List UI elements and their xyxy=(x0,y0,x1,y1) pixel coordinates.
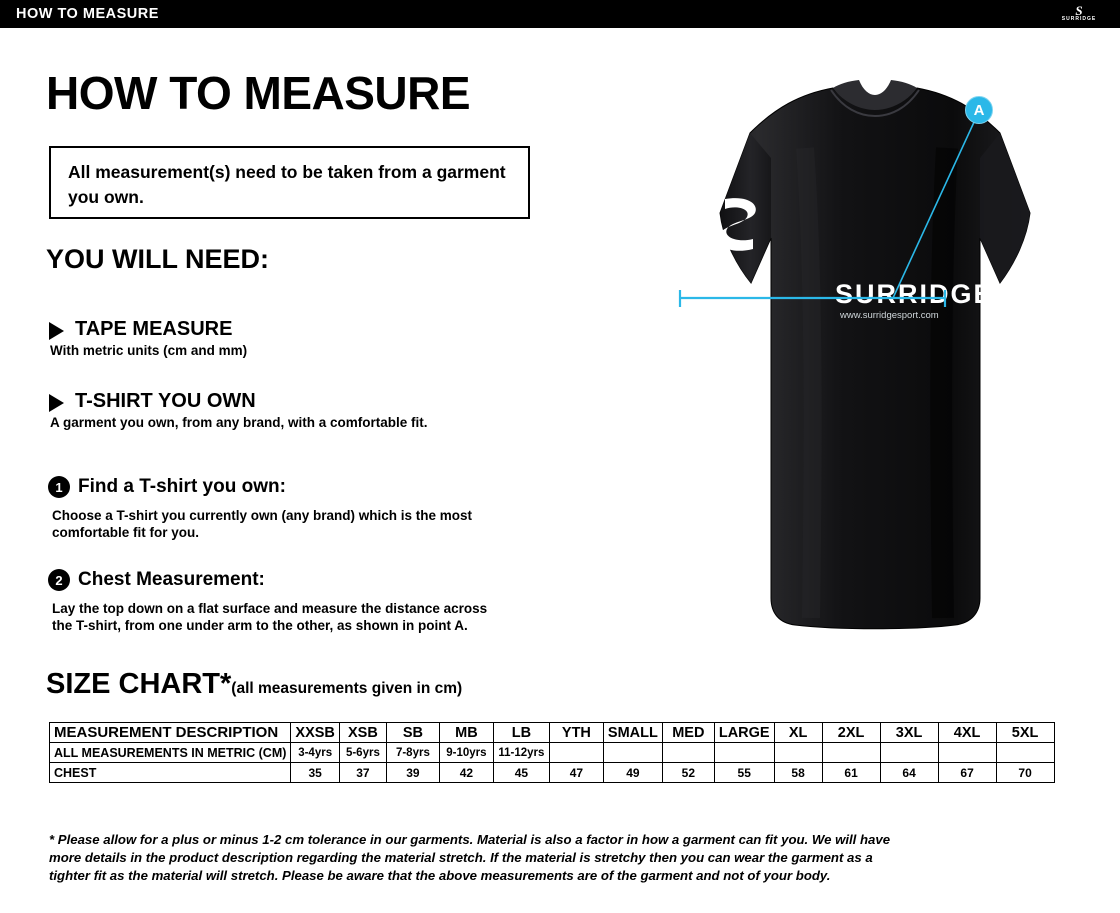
tshirt-diagram xyxy=(575,38,1075,658)
table-header-cell: 5XL xyxy=(996,723,1054,743)
step-number-badge: 2 xyxy=(48,569,70,591)
table-header-cell: XSB xyxy=(339,723,386,743)
table-cell: 47 xyxy=(549,763,603,783)
need-item-tape-measure xyxy=(49,318,549,363)
table-cell: 5-6yrs xyxy=(339,743,386,763)
footnote-line-2: more details in the product description regarding the material stretch. If the material is stretchy then you can wear the garment as a xyxy=(49,850,873,865)
footnote xyxy=(49,831,1069,885)
step-title: Find a T-shirt you own: xyxy=(78,476,286,497)
need-item-title: T-SHIRT YOU OWN xyxy=(75,390,256,412)
table-cell: 67 xyxy=(938,763,996,783)
table-cell xyxy=(549,743,603,763)
step-1 xyxy=(48,476,588,546)
table-cell: 42 xyxy=(439,763,493,783)
table-cell: 61 xyxy=(822,763,880,783)
surridge-logo-mark: S xyxy=(1075,3,1083,18)
notice-text: All measurement(s) need to be taken from a garment you own. xyxy=(68,162,506,207)
table-cell: 35 xyxy=(291,763,340,783)
need-item-subtitle: With metric units (cm and mm) xyxy=(50,343,248,358)
table-header-cell: MEASUREMENT DESCRIPTION xyxy=(50,723,291,743)
table-header-cell: 2XL xyxy=(822,723,880,743)
surridge-logo xyxy=(1048,2,1110,26)
triangle-bullet-icon xyxy=(49,394,64,412)
size-chart-heading-sub: (all measurements given in cm) xyxy=(231,680,463,697)
table-cell: 49 xyxy=(603,763,662,783)
page-content xyxy=(0,28,1120,913)
table-header-cell: LARGE xyxy=(714,723,774,743)
table-header-cell: XXSB xyxy=(291,723,340,743)
table-header-cell: 4XL xyxy=(938,723,996,743)
table-row xyxy=(50,743,1055,763)
row-label: ALL MEASUREMENTS IN METRIC (CM) xyxy=(50,743,291,763)
need-item-tshirt xyxy=(49,390,569,435)
table-cell: 39 xyxy=(386,763,439,783)
table-cell xyxy=(662,743,714,763)
footnote-line-3: tighter fit as the material will stretch. Please be aware that the above measurements are of the garment and not of your body. xyxy=(49,868,831,883)
table-cell: 64 xyxy=(880,763,938,783)
table-cell xyxy=(822,743,880,763)
table-header-cell: XL xyxy=(774,723,822,743)
table-cell: 3-4yrs xyxy=(291,743,340,763)
table-row xyxy=(50,763,1055,783)
step-body-line-2: comfortable fit for you. xyxy=(52,525,200,540)
table-header-cell: MB xyxy=(439,723,493,743)
table-cell xyxy=(774,743,822,763)
size-chart-heading-star: * xyxy=(220,668,232,700)
step-number-badge: 1 xyxy=(48,476,70,498)
row-label: CHEST xyxy=(50,763,291,783)
surridge-logo-wordmark: SURRIDGE xyxy=(1061,16,1097,22)
table-cell: 70 xyxy=(996,763,1054,783)
table-cell xyxy=(603,743,662,763)
table-cell xyxy=(996,743,1054,763)
table-header-cell: YTH xyxy=(549,723,603,743)
shirt-brand-url: www.surridgesport.com xyxy=(840,310,939,321)
top-bar xyxy=(0,0,1120,28)
step-body-line-1: Lay the top down on a flat surface and measure the distance across xyxy=(52,601,488,616)
table-cell: 11-12yrs xyxy=(493,743,549,763)
notice-box xyxy=(49,146,530,219)
footnote-line-1: * Please allow for a plus or minus 1-2 cm tolerance in our garments. Material is also a factor in how a garment can fit you. We will have xyxy=(49,832,891,847)
table-header-cell: 3XL xyxy=(880,723,938,743)
step-body-line-2: the T-shirt, from one under arm to the other, as shown in point A. xyxy=(52,618,468,633)
table-cell xyxy=(880,743,938,763)
step-body-line-1: Choose a T-shirt you currently own (any brand) which is the most xyxy=(52,508,473,523)
table-cell: 37 xyxy=(339,763,386,783)
table-cell xyxy=(714,743,774,763)
size-chart-heading xyxy=(46,668,462,701)
table-cell: 7-8yrs xyxy=(386,743,439,763)
step-2 xyxy=(48,569,608,639)
step-title: Chest Measurement: xyxy=(78,569,265,590)
table-cell: 45 xyxy=(493,763,549,783)
table-cell xyxy=(938,743,996,763)
table-header-cell: SB xyxy=(386,723,439,743)
tshirt-illustration xyxy=(575,38,1075,658)
size-chart-heading-text: SIZE CHART xyxy=(46,668,220,700)
table-header-row xyxy=(50,723,1055,743)
table-cell: 55 xyxy=(714,763,774,783)
need-item-subtitle: A garment you own, from any brand, with a comfortable fit. xyxy=(50,415,428,430)
top-bar-title: HOW TO MEASURE xyxy=(16,6,159,22)
shirt-brand-text: SURRIDGE xyxy=(835,279,994,309)
need-item-title: TAPE MEASURE xyxy=(75,318,233,340)
table-cell: 9-10yrs xyxy=(439,743,493,763)
you-will-need-heading: YOU WILL NEED: xyxy=(46,244,270,274)
table-cell: 52 xyxy=(662,763,714,783)
size-chart-table xyxy=(49,722,1055,783)
triangle-bullet-icon xyxy=(49,322,64,340)
table-header-cell: LB xyxy=(493,723,549,743)
table-header-cell: SMALL xyxy=(603,723,662,743)
table-header-cell: MED xyxy=(662,723,714,743)
table-cell: 58 xyxy=(774,763,822,783)
page-title: HOW TO MEASURE xyxy=(46,67,471,119)
callout-badge-a: A xyxy=(965,96,993,124)
